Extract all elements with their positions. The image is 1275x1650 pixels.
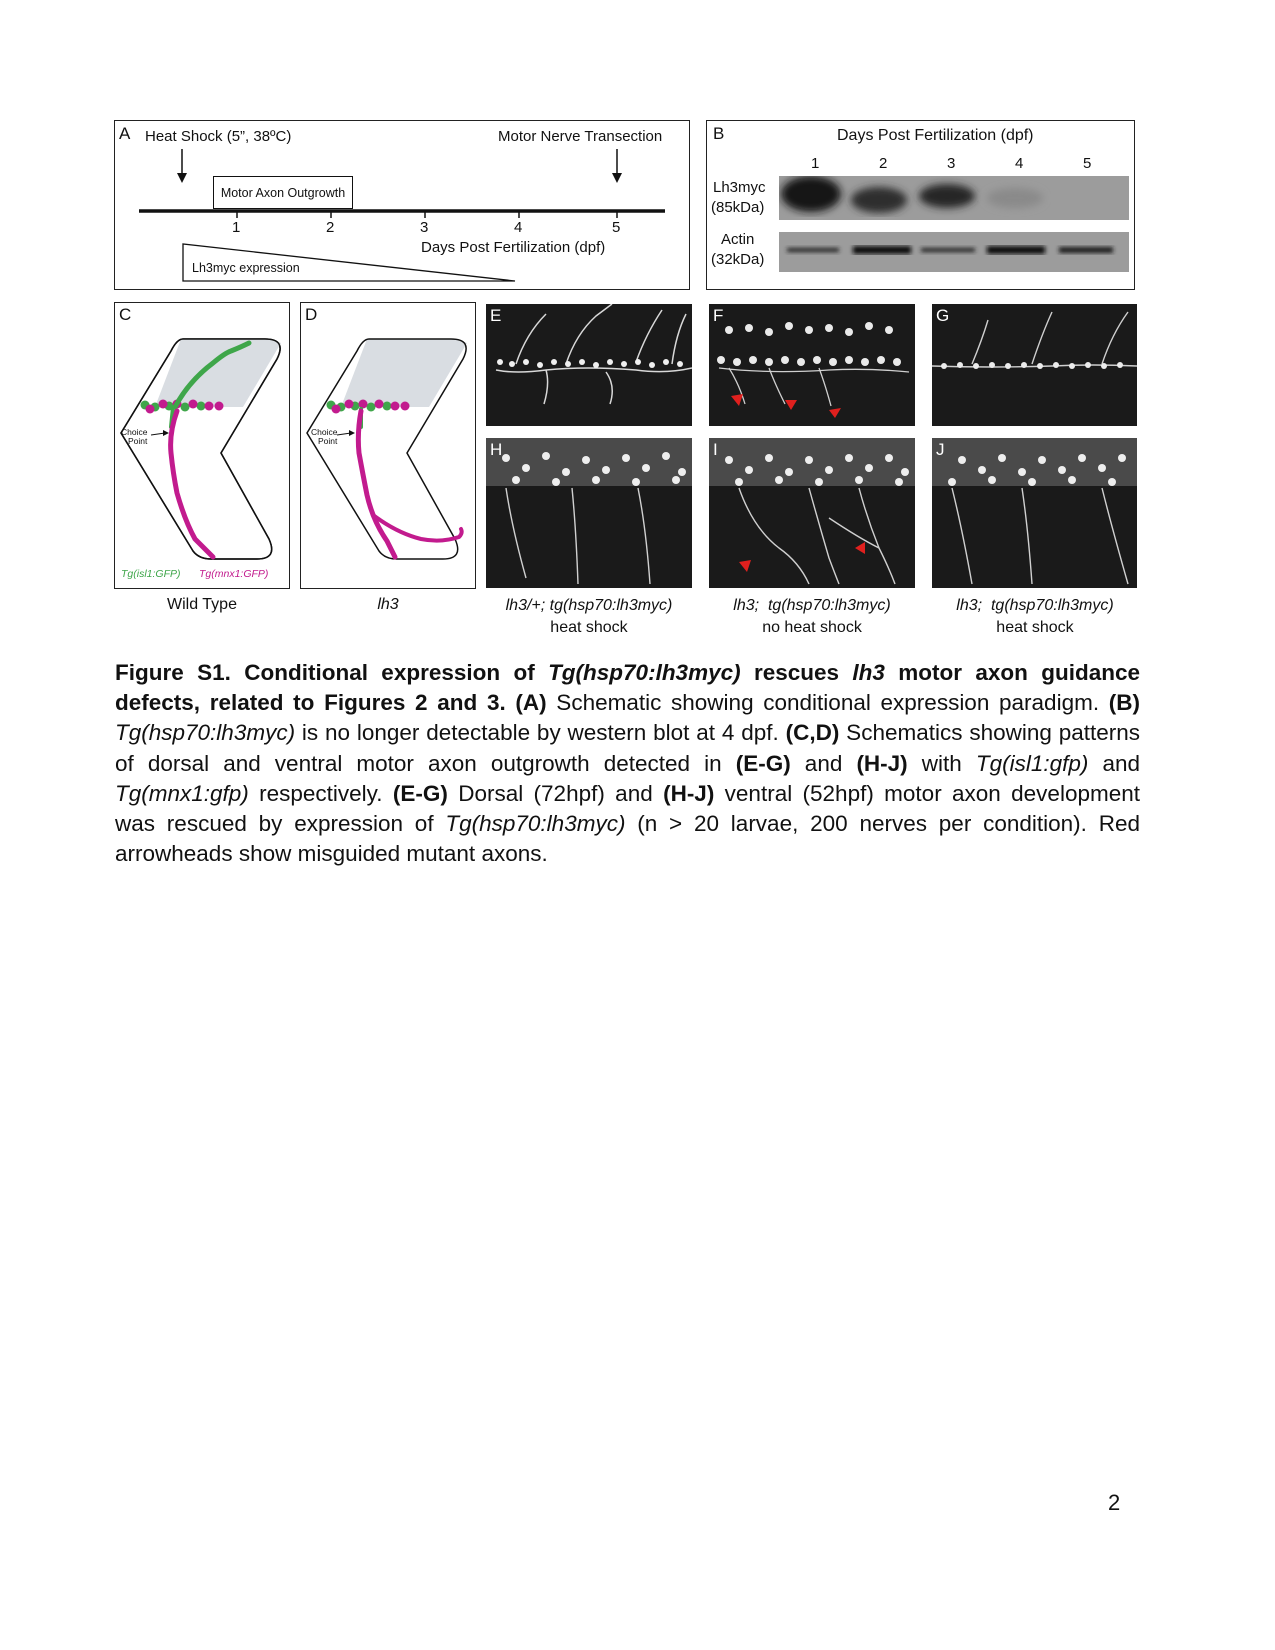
choice-point-2: Point bbox=[318, 436, 338, 446]
panel-h-label: H bbox=[490, 440, 503, 459]
tick-3: 3 bbox=[420, 219, 429, 236]
panel-f-label: F bbox=[713, 306, 724, 325]
panel-d bbox=[300, 302, 476, 589]
outgrowth-label: Motor Axon Outgrowth bbox=[220, 185, 346, 200]
caption-p1: Figure S1. Conditional expression of bbox=[115, 660, 549, 685]
lane-1: 1 bbox=[811, 155, 820, 172]
micrograph-e bbox=[486, 304, 692, 426]
caption-p5: motor axon guidance defects, related to Figures 2 and 3. (A) bbox=[115, 660, 1140, 716]
figure-caption bbox=[115, 658, 1140, 869]
choice-point-1: Choice bbox=[311, 427, 338, 437]
caption-g-line2: heat shock bbox=[996, 619, 1074, 636]
panel-c-label: C bbox=[119, 305, 132, 324]
caption-e-line2: heat shock bbox=[550, 619, 628, 636]
caption-p16: Tg(isl1:gfp) bbox=[975, 750, 1089, 776]
choice-point-1: Choice bbox=[121, 427, 148, 437]
caption-d: lh3 bbox=[377, 596, 399, 613]
caption-p14: (H-J) bbox=[856, 750, 908, 776]
row1-name: Lh3myc bbox=[713, 179, 766, 196]
caption-p15: with bbox=[907, 750, 976, 776]
tick-5: 5 bbox=[612, 219, 621, 236]
panel-e-label: E bbox=[490, 306, 502, 325]
page-number: 2 bbox=[1108, 1490, 1121, 1515]
caption-p10: (C,D) bbox=[785, 720, 840, 746]
panel-c bbox=[114, 302, 290, 589]
tick-1: 1 bbox=[232, 219, 241, 236]
red-arrowheads bbox=[709, 304, 915, 426]
caption-p24: Tg(hsp70:lh3myc) bbox=[445, 811, 626, 837]
caption-p2: Tg(hsp70:lh3myc) bbox=[548, 660, 741, 685]
western-blot bbox=[779, 176, 1129, 284]
caption-p20: (E-G) bbox=[392, 780, 448, 806]
caption-p7: (B) bbox=[1108, 690, 1140, 716]
caption-g-line1: lh3; tg(hsp70:lh3myc) bbox=[956, 597, 1114, 614]
caption-p8: Tg(hsp70:lh3myc) bbox=[115, 720, 296, 746]
panel-d-label: D bbox=[305, 305, 318, 324]
row1-size: (85kDa) bbox=[711, 199, 765, 216]
tick-2: 2 bbox=[326, 219, 335, 236]
caption-f-line2: no heat shock bbox=[762, 619, 862, 636]
row2-name: Actin bbox=[721, 231, 755, 248]
blot-title: Days Post Fertilization (dpf) bbox=[837, 127, 1034, 144]
heat-shock-label: Heat Shock (5”, 38ºC) bbox=[145, 128, 292, 145]
micrograph-f bbox=[709, 304, 915, 426]
panel-b-label: B bbox=[713, 124, 725, 143]
expression-label: Lh3myc expression bbox=[192, 261, 300, 275]
caption-p17: and bbox=[1088, 750, 1141, 776]
micrograph-j bbox=[932, 438, 1137, 588]
legend-magenta: Tg(mnx1:GFP) bbox=[199, 568, 269, 580]
lane-2: 2 bbox=[879, 155, 888, 172]
caption-p4: lh3 bbox=[852, 660, 885, 685]
caption-p9: is no longer detectable by western blot at 4 dpf. bbox=[295, 720, 786, 746]
tick-4: 4 bbox=[514, 219, 523, 236]
caption-c: Wild Type bbox=[167, 596, 237, 613]
caption-p3: rescues bbox=[740, 660, 853, 685]
caption-p18: Tg(mnx1:gfp) bbox=[115, 780, 249, 806]
axis-label: Days Post Fertilization (dpf) bbox=[421, 239, 606, 256]
caption-f bbox=[699, 595, 925, 639]
panel-j-label: J bbox=[936, 440, 945, 459]
micrograph-i bbox=[709, 438, 915, 588]
lane-4: 4 bbox=[1015, 155, 1024, 172]
caption-p6: Schematic showing conditional expression paradigm. bbox=[546, 690, 1109, 716]
caption-p21: Dorsal (72hpf) and bbox=[447, 780, 664, 806]
caption-p12: (E-G) bbox=[735, 750, 791, 776]
panel-a bbox=[114, 120, 690, 290]
micrograph-g bbox=[932, 304, 1137, 426]
caption-p13: and bbox=[790, 750, 857, 776]
lane-3: 3 bbox=[947, 155, 956, 172]
legend-green: Tg(isl1:GFP) bbox=[121, 568, 181, 580]
caption-p22: (H-J) bbox=[663, 780, 715, 806]
red-arrowheads bbox=[709, 438, 915, 588]
caption-e bbox=[476, 595, 702, 639]
caption-p23: ventral (52hpf) motor axon development was rescued by expression of bbox=[115, 780, 1140, 837]
panel-g-label: G bbox=[936, 306, 950, 325]
caption-g bbox=[922, 595, 1148, 639]
choice-point-2: Point bbox=[128, 436, 148, 446]
caption-p25: (n > 20 larvae, 200 nerves per condition). Red arrowheads show misguided mutant axons. bbox=[115, 811, 1140, 867]
transection-label: Motor Nerve Transection bbox=[498, 128, 663, 145]
panel-a-label: A bbox=[119, 124, 131, 143]
caption-e-line1: lh3/+; tg(hsp70:lh3myc) bbox=[505, 597, 673, 614]
caption-p11: Schematics showing patterns of dorsal and ventral motor axon outgrowth detected in bbox=[115, 720, 1141, 776]
outgrowth-box bbox=[213, 176, 353, 209]
panel-i-label: I bbox=[713, 440, 718, 459]
row2-size: (32kDa) bbox=[711, 251, 765, 268]
lane-5: 5 bbox=[1083, 155, 1092, 172]
caption-f-line1: lh3; tg(hsp70:lh3myc) bbox=[733, 597, 891, 614]
micrograph-h bbox=[486, 438, 692, 588]
panel-b bbox=[706, 120, 1135, 290]
caption-p19: respectively. bbox=[248, 780, 393, 806]
